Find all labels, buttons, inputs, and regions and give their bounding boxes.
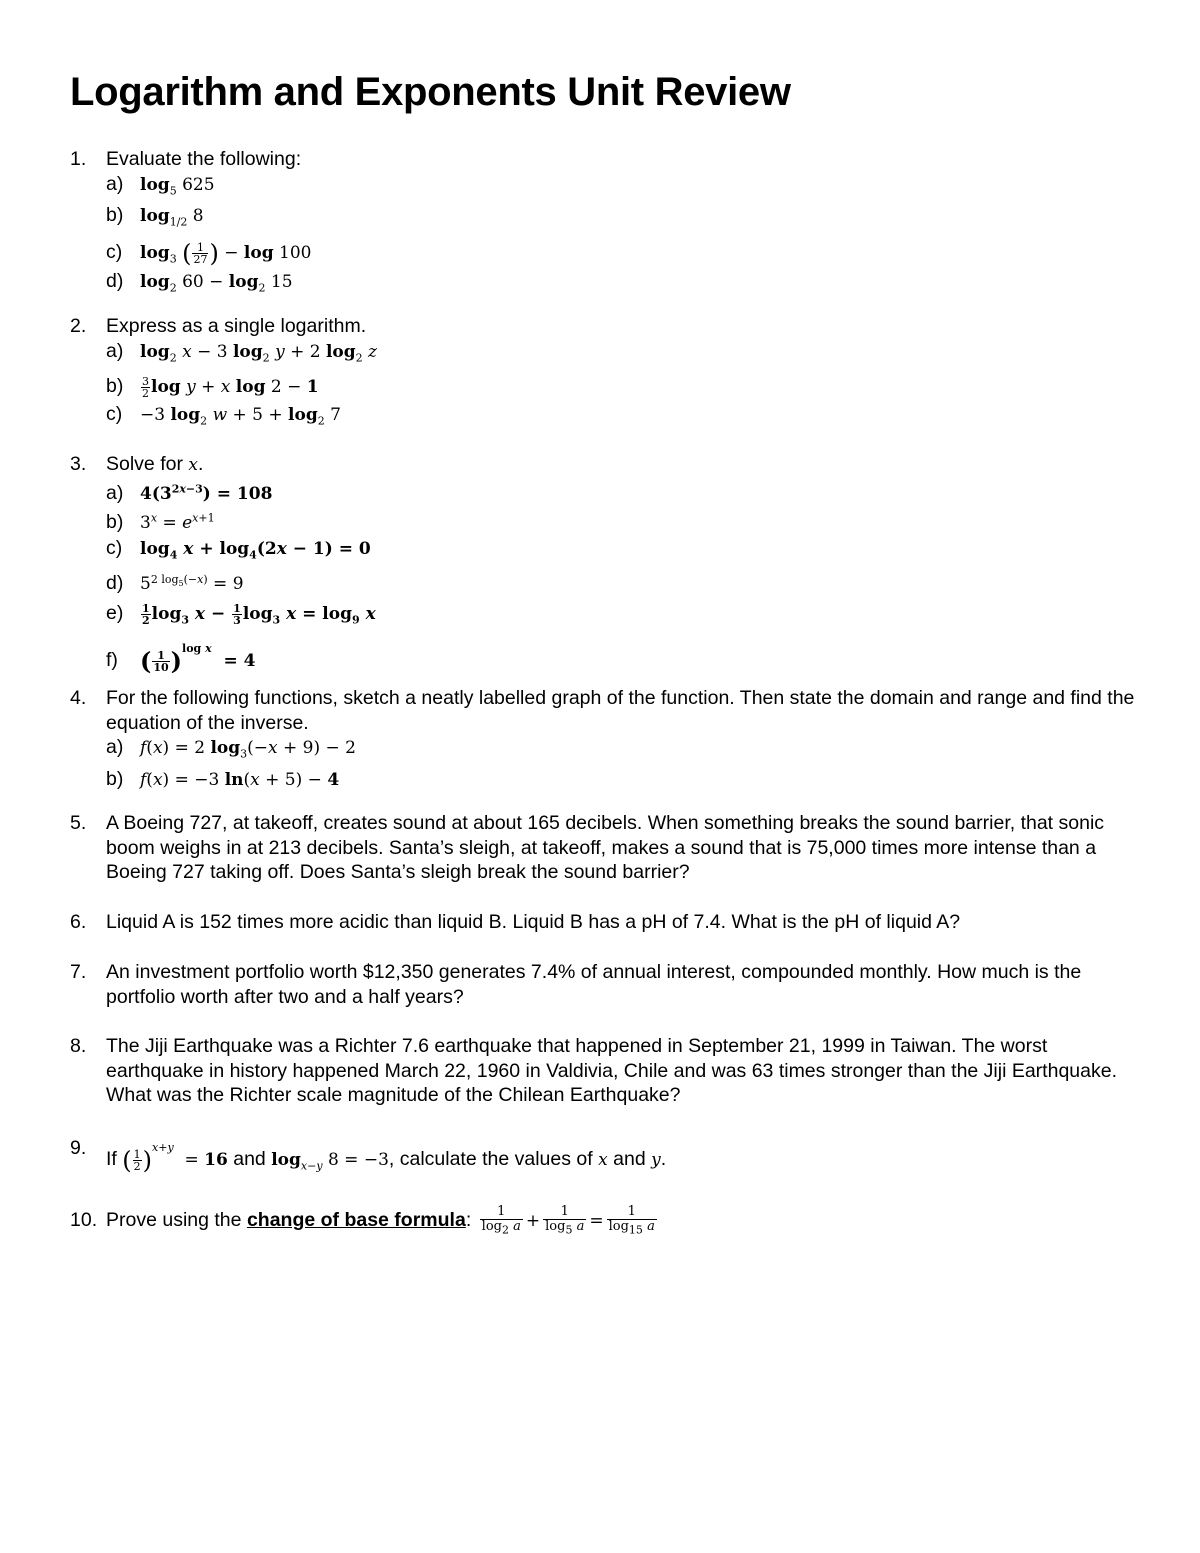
question-text: Liquid A is 152 times more acidic than liquid B. Liquid B has a pH of 7.4. What is the pH of liquid A?	[106, 911, 961, 933]
subquestion: b) $3^x = e^{x+1}$	[106, 511, 215, 534]
subquestion: b) $\log_{1/2} 8$	[106, 204, 204, 229]
question-9	[70, 1128, 1140, 1186]
math-expression: $4(3^{2x-3}) = 108$	[140, 482, 273, 505]
math-expression: $\frac{3}{2}$ log y + x log 2 − 1	[142, 375, 319, 401]
question-number: 10.	[70, 1209, 98, 1231]
math-expression: $5^{2 log_5(-x)} = 9$	[140, 572, 244, 595]
question-6	[70, 910, 1140, 935]
question-text: The Jiji Earthquake was a Richter 7.6 earthquake that happened in September 21, 1999 in Taiwan. The worst earthquake in history happened March 22, 1960 in Valdivia, Chile and was 63 times stronger than the Jiji Earthquake. What was the Richter scale magnitude of the Chilean Earthquake?	[106, 1035, 1117, 1106]
question-number: 8.	[70, 1035, 87, 1057]
question-number: 7.	[70, 961, 87, 983]
subquestion: a) $\log_2 x - 3$ $\log_2 y + 2$ $\log_2 z$	[106, 339, 378, 364]
math-expression: −3 $\log_2 w + 5 + \log_2 7$	[140, 405, 341, 428]
question-text: Evaluate the following:	[106, 148, 302, 170]
question-10	[70, 1200, 1140, 1241]
subquestion: c) $\log_3$ ( $\frac{1}{27}$ ) − log 100	[106, 239, 312, 268]
subquestion: a) $\log_5 625$	[106, 172, 215, 197]
math-expression: $\log_3$ ( $\frac{1}{27}$ ) − log 100	[140, 239, 312, 268]
question-text: If ( $\frac{1}{2}$ )$^{x+y}$ = 16 and $\log_{x-y} 8 = -3$, calculate the values of x and y.	[106, 1141, 667, 1175]
question-2	[70, 314, 1140, 434]
math-expression: $\log_{x-y} 8 = -3$	[271, 1150, 389, 1173]
change-of-base-formula-text: change of base formula	[246, 1209, 466, 1231]
subquestion: b) $\frac{3}{2}$ log y + x log 2 − 1	[106, 375, 319, 401]
math-expression: ( $\frac{1}{10}$ )$^{log x}$ = 4	[140, 641, 256, 676]
subquestion: d) $5^{2 log_5(-x)} = 9$	[106, 572, 244, 595]
question-text: Prove using the change of base formula: $\frac{1}{\log_2 a}$ + $\frac{1}{\log_5 a}$ = $\frac{1}{\log_{15} a}$	[106, 1200, 1140, 1241]
question-4	[70, 686, 1140, 792]
question-number: 5.	[70, 812, 87, 834]
question-text: For the following functions, sketch a neatly labelled graph of the function. Then state the domain and range and find the equation of the inverse.	[106, 687, 1135, 734]
question-number: 2.	[70, 315, 87, 337]
subquestion: a) $4(3^{2x-3}) = 108$	[106, 482, 273, 505]
question-text: Solve for x.	[106, 453, 204, 475]
question-number: 4.	[70, 687, 87, 709]
subquestion: f) ( $\frac{1}{10}$ )$^{log x}$ = 4	[106, 641, 256, 676]
subquestion: c) $\log_4 x + \log_4(2x - 1) = 0$	[106, 536, 371, 562]
question-1	[70, 147, 1140, 301]
subquestion: c) −3 $\log_2 w + 5 + \log_2 7$	[106, 403, 341, 428]
math-expression: $\log_{1/2} 8$	[140, 206, 204, 229]
question-3	[70, 452, 1140, 676]
question-number: 6.	[70, 911, 87, 933]
math-expression: $3^x = e^{x+1}$	[140, 511, 215, 534]
subquestion: e) $\frac{1}{2}$ $\log_3 x$ − $\frac{1}{3}$ $\log_3 x = \log_9 x$	[106, 601, 376, 627]
math-expression: $\log_2 60 - \log_2 15$	[140, 272, 293, 295]
question-text: A Boeing 727, at takeoff, creates sound at about 165 decibels. When something breaks the sound barrier, that sonic boom weighs in at 213 decibels. Santa’s sleigh, at takeoff, makes a sound that is 75,000 times more intense than a Boeing 727 taking off. Does Santa’s sleigh break the sound barrier?	[106, 812, 1105, 883]
math-expression: $\frac{1}{\log_2 a}$ + $\frac{1}{\log_5 a}$ = $\frac{1}{\log_{15} a}$	[481, 1204, 655, 1237]
question-8	[70, 1034, 1140, 1108]
question-number: 9.	[70, 1137, 87, 1159]
math-expression: f(x) = 2 $\log_3(-x + 9) - 2$	[140, 738, 356, 761]
math-expression: ( $\frac{1}{2}$ )$^{x+y}$ = 16	[122, 1141, 228, 1175]
subquestion: b) f(x) = −3 ln(x + 5) − 4	[106, 767, 340, 790]
math-expression: $\log_5 625$	[140, 174, 215, 197]
question-7	[70, 960, 1140, 1009]
question-text: Express as a single logarithm.	[106, 315, 367, 337]
question-text: An investment portfolio worth $12,350 generates 7.4% of annual interest, compounded monthly. How much is the portfolio worth after two and a half years?	[106, 961, 1082, 1008]
math-expression: f(x) = −3 ln(x + 5) − 4	[140, 769, 340, 790]
subquestion: d) $\log_2 60 - \log_2 15$	[106, 270, 293, 295]
math-expression: $\frac{1}{2}$ $\log_3 x$ − $\frac{1}{3}$ $\log_3 x = \log_9 x$	[142, 601, 376, 627]
question-number: 3.	[70, 453, 87, 475]
question-5	[70, 811, 1140, 885]
question-number: 1.	[70, 148, 87, 170]
page-title: Logarithm and Exponents Unit Review	[70, 70, 791, 114]
math-expression: $\log_2 x - 3$ $\log_2 y + 2$ $\log_2 z$	[140, 341, 378, 364]
subquestion: a) f(x) = 2 $\log_3(-x + 9) - 2$	[106, 736, 356, 761]
math-expression: $\log_4 x + \log_4(2x - 1) = 0$	[140, 538, 371, 562]
